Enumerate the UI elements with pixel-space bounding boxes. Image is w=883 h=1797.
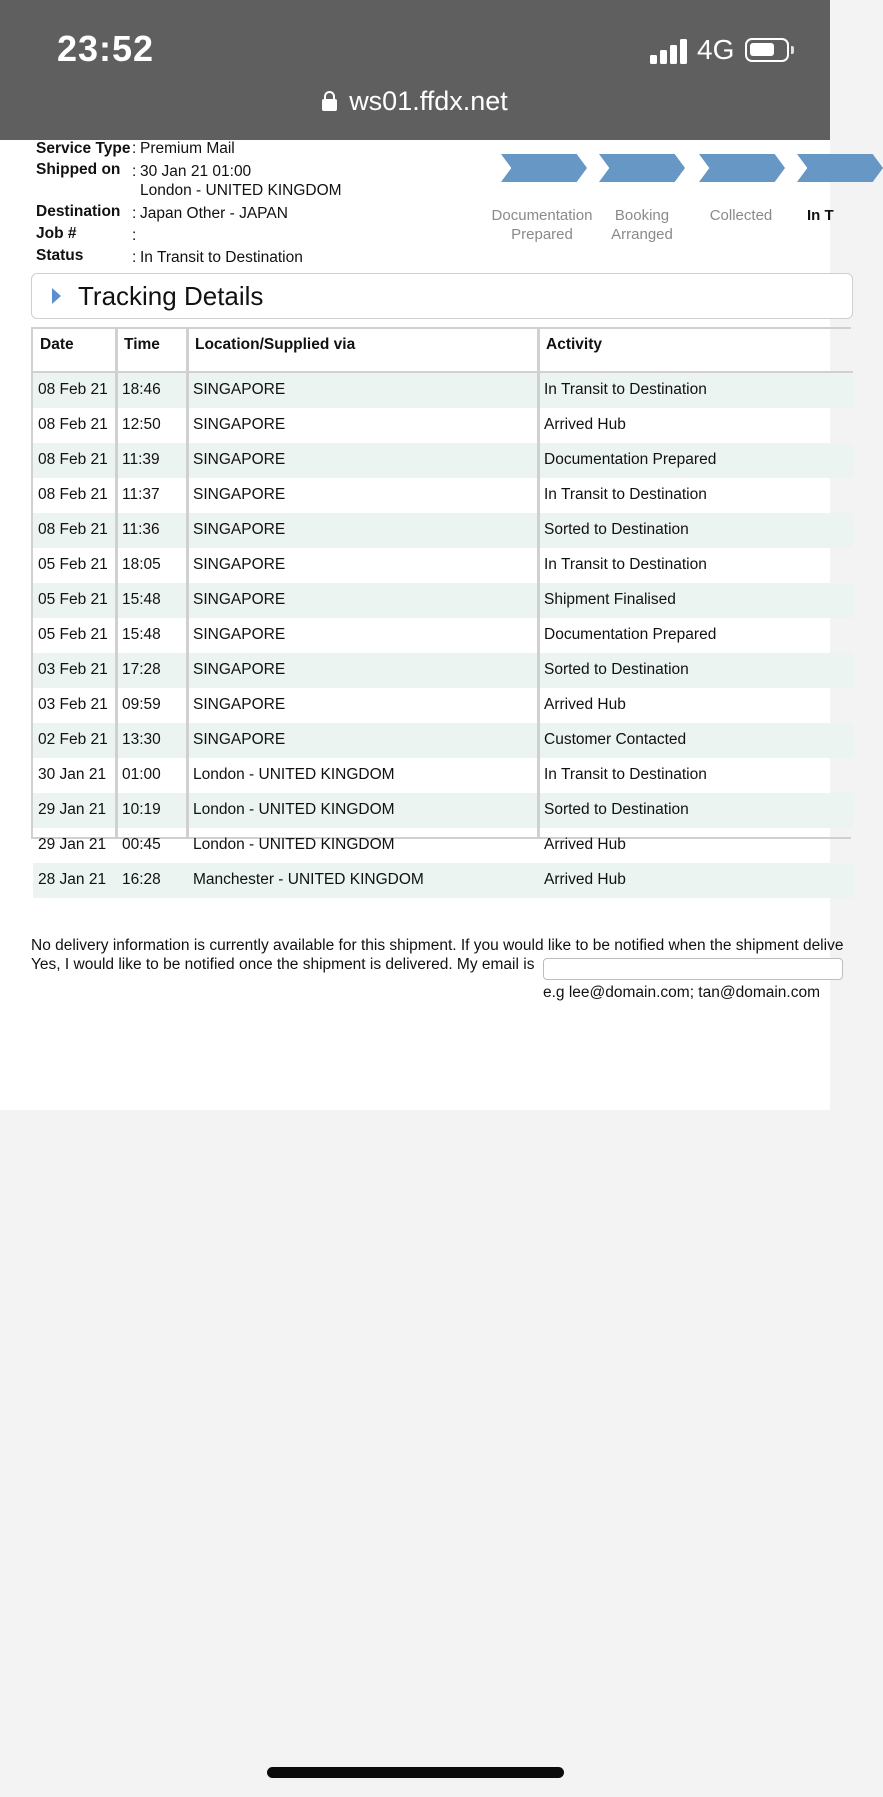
cell-location: London - UNITED KINGDOM (193, 836, 395, 853)
cell-location: SINGAPORE (193, 661, 286, 678)
table-row (33, 408, 853, 443)
lock-icon (322, 91, 337, 111)
column-divider (537, 329, 540, 837)
destination-label: Destination (36, 203, 121, 220)
cell-time: 18:46 (122, 381, 161, 398)
table-row (33, 723, 853, 758)
cell-time: 11:39 (122, 451, 160, 468)
email-example-text: e.g lee@domain.com; tan@domain.com (543, 984, 821, 1001)
cell-activity: Customer Contacted (544, 731, 687, 748)
cell-activity: Arrived Hub (544, 416, 626, 433)
cell-time: 16:28 (122, 871, 161, 888)
cell-date: 08 Feb 21 (38, 521, 108, 538)
step-label-line: Booking (614, 207, 670, 224)
cell-date: 28 Jan 21 (38, 871, 107, 888)
cell-time: 09:59 (122, 696, 161, 713)
col-header-location: Location/Supplied via (195, 336, 356, 353)
col-header-activity: Activity (546, 336, 602, 353)
no-delivery-info-text: No delivery information is currently available for this shipment. If you would like to be notified when the shipment delive (31, 937, 844, 954)
shipped-on-value: 30 Jan 21 01:00 (140, 163, 252, 180)
cell-time: 01:00 (122, 766, 161, 783)
cell-date: 02 Feb 21 (38, 731, 108, 748)
cell-time: 17:28 (122, 661, 161, 678)
network-type: 4G (697, 34, 735, 65)
cell-activity: Sorted to Destination (544, 661, 689, 678)
table-row (33, 688, 853, 723)
cell-date: 30 Jan 21 (38, 766, 107, 783)
step-label-line: Arranged (611, 226, 673, 243)
step-label-line: In T (807, 207, 834, 224)
signal-icon (650, 38, 690, 64)
cell-activity: Sorted to Destination (544, 801, 689, 818)
cell-location: SINGAPORE (193, 696, 286, 713)
cell-location: SINGAPORE (193, 591, 286, 608)
cell-time: 15:48 (122, 626, 161, 643)
cell-location: SINGAPORE (193, 451, 286, 468)
cell-time: 13:30 (122, 731, 161, 748)
column-divider (115, 329, 118, 837)
cell-activity: Documentation Prepared (544, 626, 717, 643)
service-type-value: Premium Mail (140, 140, 235, 157)
step-booking-arranged (587, 206, 697, 244)
step-label-line: Prepared (511, 226, 573, 243)
cell-date: 08 Feb 21 (38, 416, 108, 433)
cell-location: SINGAPORE (193, 416, 286, 433)
step-chevron-2 (599, 154, 685, 182)
cell-location: SINGAPORE (193, 521, 286, 538)
cell-activity: In Transit to Destination (544, 381, 707, 398)
cell-activity: Shipment Finalised (544, 591, 676, 608)
cell-location: Manchester - UNITED KINGDOM (193, 871, 424, 888)
cell-activity: In Transit to Destination (544, 486, 707, 503)
status-label: Status (36, 247, 84, 264)
expand-arrow-icon (52, 288, 61, 304)
cell-date: 05 Feb 21 (38, 556, 108, 573)
cell-location: SINGAPORE (193, 731, 286, 748)
email-input[interactable] (543, 958, 843, 980)
browser-top-bar (0, 0, 830, 140)
cell-date: 03 Feb 21 (38, 661, 108, 678)
home-indicator[interactable] (267, 1767, 564, 1778)
colon: : (132, 205, 137, 222)
cell-location: London - UNITED KINGDOM (193, 766, 395, 783)
cell-activity: Arrived Hub (544, 696, 626, 713)
table-row (33, 863, 853, 898)
cell-time: 11:37 (122, 486, 160, 503)
cell-location: SINGAPORE (193, 556, 286, 573)
cell-activity: Arrived Hub (544, 871, 626, 888)
cell-time: 18:05 (122, 556, 161, 573)
cell-activity: In Transit to Destination (544, 556, 707, 573)
cell-time: 11:36 (122, 521, 160, 538)
cell-activity: Arrived Hub (544, 836, 626, 853)
table-row (33, 758, 853, 793)
status-value: In Transit to Destination (140, 249, 303, 266)
col-header-time: Time (124, 336, 160, 353)
tracking-page (0, 140, 844, 1110)
cell-activity: Documentation Prepared (544, 451, 717, 468)
cell-time: 10:19 (122, 801, 161, 818)
cell-activity: Sorted to Destination (544, 521, 689, 538)
job-label: Job # (36, 225, 77, 242)
tracking-details-title: Tracking Details (78, 281, 264, 311)
shipped-on-label: Shipped on (36, 161, 121, 178)
service-type-label: Service Type (36, 140, 131, 157)
status-time: 23:52 (57, 28, 155, 69)
step-label-line: Collected (709, 207, 773, 224)
cell-activity: In Transit to Destination (544, 766, 707, 783)
step-chevron-3 (699, 154, 785, 182)
cell-time: 12:50 (122, 416, 161, 433)
tracking-details-header[interactable] (31, 273, 853, 319)
cell-location: London - UNITED KINGDOM (193, 801, 395, 818)
url-text: ws01.ffdx.net (349, 86, 508, 116)
table-row (33, 653, 853, 688)
cell-time: 15:48 (122, 591, 161, 608)
step-chevron-1 (501, 154, 587, 182)
destination-value: Japan Other - JAPAN (140, 205, 288, 222)
table-row (33, 548, 853, 583)
table-row (33, 793, 853, 828)
step-label-line: Documentation (491, 207, 593, 224)
table-row (33, 443, 853, 478)
colon: : (132, 249, 137, 266)
cell-date: 05 Feb 21 (38, 626, 108, 643)
cell-location: SINGAPORE (193, 626, 286, 643)
step-collected (686, 206, 796, 225)
colon: : (132, 163, 137, 180)
col-header-date: Date (40, 336, 74, 353)
tracking-table (31, 327, 851, 888)
cell-location: SINGAPORE (193, 486, 286, 503)
colon: : (132, 227, 137, 244)
colon: : (132, 140, 137, 157)
table-row (33, 478, 853, 513)
cell-location: SINGAPORE (193, 381, 286, 398)
address-bar[interactable] (0, 86, 830, 117)
cell-date: 08 Feb 21 (38, 486, 108, 503)
table-row (33, 618, 853, 653)
step-in-transit (807, 206, 847, 225)
table-row (33, 828, 853, 863)
table-row (33, 513, 853, 548)
battery-icon (745, 38, 789, 62)
step-chevron-4 (797, 154, 883, 182)
cell-time: 00:45 (122, 836, 161, 853)
step-documentation-prepared (487, 206, 597, 244)
table-row (33, 373, 853, 408)
cell-date: 08 Feb 21 (38, 381, 108, 398)
shipped-on-origin: London - UNITED KINGDOM (140, 182, 342, 199)
cell-date: 29 Jan 21 (38, 801, 107, 818)
table-row (33, 583, 853, 618)
cell-date: 08 Feb 21 (38, 451, 108, 468)
cell-date: 29 Jan 21 (38, 836, 107, 853)
cell-date: 05 Feb 21 (38, 591, 108, 608)
column-divider (186, 329, 189, 837)
notify-me-text: Yes, I would like to be notified once the shipment is delivered. My email is (31, 956, 535, 973)
cell-date: 03 Feb 21 (38, 696, 108, 713)
